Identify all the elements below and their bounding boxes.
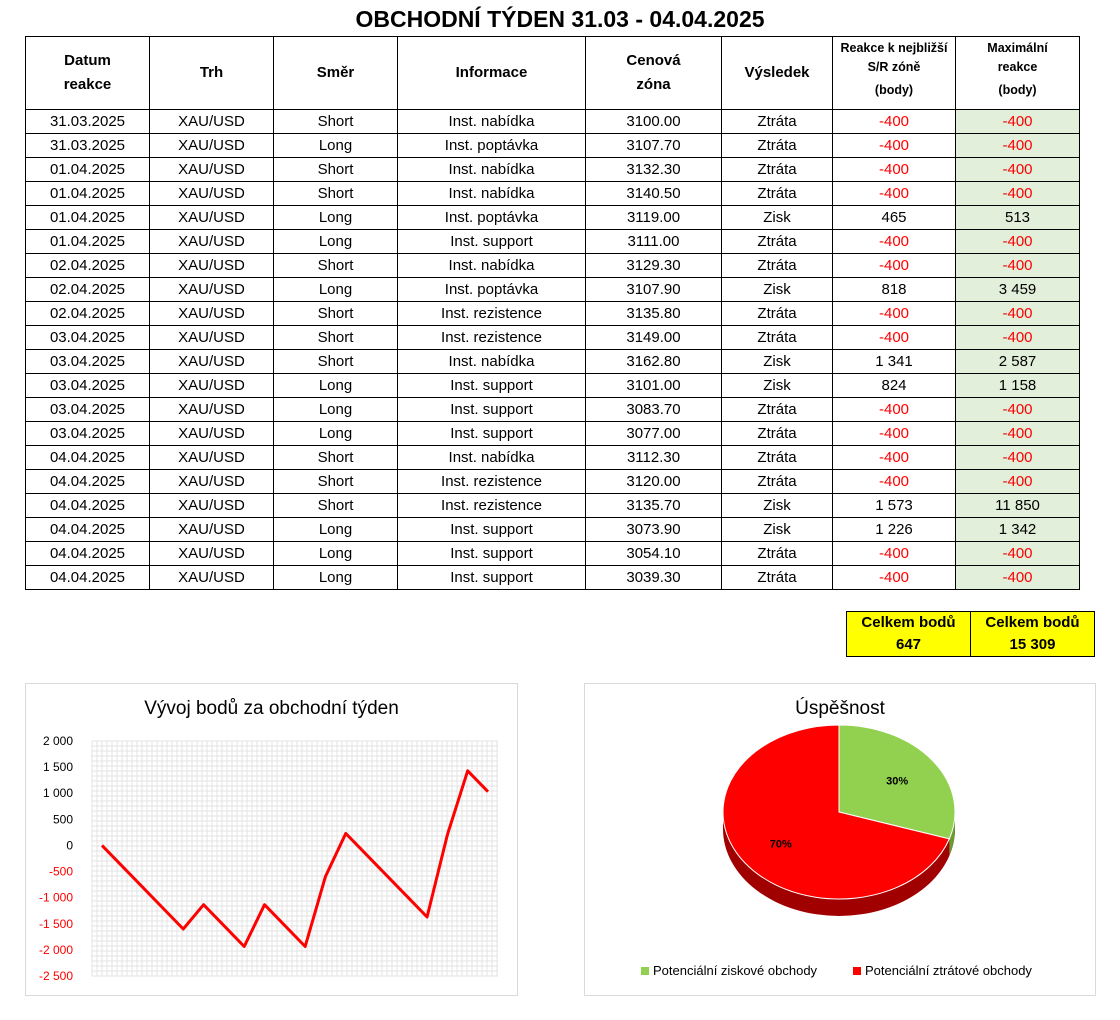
cell-reakce: -400 (833, 422, 956, 446)
cell-reakce: -400 (833, 566, 956, 590)
cell-smer: Long (274, 398, 398, 422)
cell-datum: 31.03.2025 (26, 134, 150, 158)
cell-smer: Long (274, 374, 398, 398)
cell-max-reakce: 1 342 (956, 518, 1080, 542)
table-row (26, 542, 1080, 566)
y-tick-label: 0 (66, 838, 73, 853)
cell-trh: XAU/USD (150, 518, 274, 542)
cell-max-reakce: -400 (956, 110, 1080, 134)
cell-informace: Inst. rezistence (398, 494, 586, 518)
line-chart-title: Vývoj bodů za obchodní týden (144, 698, 399, 719)
y-tick-label: -500 (48, 864, 73, 879)
header-reakce: Reakce k nejbližší S/R zóně (body) (833, 37, 956, 110)
cell-smer: Long (274, 542, 398, 566)
total-reakce-label: Celkem bodů (861, 614, 956, 631)
header-maximalni-reakce: Maximální reakce (body) (956, 37, 1080, 110)
series-line (102, 771, 488, 947)
cell-max-reakce: 3 459 (956, 278, 1080, 302)
cell-vysledek: Ztráta (722, 542, 833, 566)
cell-max-reakce: -400 (956, 326, 1080, 350)
cell-trh: XAU/USD (150, 326, 274, 350)
cell-informace: Inst. rezistence (398, 302, 586, 326)
cell-trh: XAU/USD (150, 398, 274, 422)
table-row (26, 230, 1080, 254)
cell-vysledek: Zisk (722, 518, 833, 542)
cell-vysledek: Ztráta (722, 302, 833, 326)
pie-chart-title: Úspěšnost (795, 698, 885, 719)
cell-cenova-zona: 3111.00 (586, 230, 722, 254)
cell-datum: 03.04.2025 (26, 374, 150, 398)
cell-smer: Short (274, 158, 398, 182)
cell-reakce: -400 (833, 158, 956, 182)
cell-trh: XAU/USD (150, 446, 274, 470)
table-row (26, 278, 1080, 302)
header-trh: Trh (150, 37, 274, 110)
cell-vysledek: Ztráta (722, 470, 833, 494)
cell-datum: 31.03.2025 (26, 110, 150, 134)
table-row (26, 158, 1080, 182)
cell-smer: Long (274, 566, 398, 590)
cell-max-reakce: -400 (956, 158, 1080, 182)
cell-trh: XAU/USD (150, 134, 274, 158)
cell-informace: Inst. support (398, 566, 586, 590)
legend-swatch-profit (641, 967, 649, 975)
cell-reakce: 1 226 (833, 518, 956, 542)
cell-smer: Short (274, 494, 398, 518)
y-tick-label: 2 000 (42, 734, 73, 748)
cell-vysledek: Zisk (722, 278, 833, 302)
cell-cenova-zona: 3112.30 (586, 446, 722, 470)
cell-reakce: -400 (833, 182, 956, 206)
line-chart-svg (26, 684, 517, 995)
cell-trh: XAU/USD (150, 110, 274, 134)
cell-informace: Inst. nabídka (398, 182, 586, 206)
cell-reakce: -400 (833, 254, 956, 278)
cell-max-reakce: 1 158 (956, 374, 1080, 398)
cell-trh: XAU/USD (150, 374, 274, 398)
cell-informace: Inst. support (398, 422, 586, 446)
header-vysledek: Výsledek (722, 37, 833, 110)
cell-informace: Inst. support (398, 374, 586, 398)
table-row (26, 374, 1080, 398)
table-row (26, 254, 1080, 278)
cell-informace: Inst. nabídka (398, 446, 586, 470)
cell-cenova-zona: 3107.90 (586, 278, 722, 302)
table-row (26, 182, 1080, 206)
cell-informace: Inst. nabídka (398, 254, 586, 278)
cell-cenova-zona: 3129.30 (586, 254, 722, 278)
table-row (26, 110, 1080, 134)
cell-reakce: -400 (833, 134, 956, 158)
table-row (26, 566, 1080, 590)
cell-datum: 03.04.2025 (26, 398, 150, 422)
pie-chart-svg (585, 684, 1095, 995)
line-chart (25, 683, 518, 996)
cell-informace: Inst. rezistence (398, 326, 586, 350)
cell-smer: Short (274, 446, 398, 470)
cell-vysledek: Zisk (722, 350, 833, 374)
cell-cenova-zona: 3162.80 (586, 350, 722, 374)
legend-swatch-loss (853, 967, 861, 975)
cell-vysledek: Ztráta (722, 230, 833, 254)
page-title: OBCHODNÍ TÝDEN 31.03 - 04.04.2025 (355, 6, 765, 32)
cell-vysledek: Zisk (722, 374, 833, 398)
cell-datum: 03.04.2025 (26, 422, 150, 446)
cell-datum: 02.04.2025 (26, 302, 150, 326)
cell-datum: 02.04.2025 (26, 278, 150, 302)
cell-reakce: 465 (833, 206, 956, 230)
cell-max-reakce: -400 (956, 254, 1080, 278)
cell-smer: Long (274, 206, 398, 230)
cell-vysledek: Ztráta (722, 326, 833, 350)
cell-informace: Inst. rezistence (398, 470, 586, 494)
cell-trh: XAU/USD (150, 302, 274, 326)
cell-vysledek: Ztráta (722, 134, 833, 158)
cell-cenova-zona: 3132.30 (586, 158, 722, 182)
cell-vysledek: Ztráta (722, 566, 833, 590)
table-row (26, 206, 1080, 230)
header-smer: Směr (274, 37, 398, 110)
cell-max-reakce: -400 (956, 230, 1080, 254)
cell-trh: XAU/USD (150, 254, 274, 278)
total-reakce-cell (847, 612, 971, 657)
pie-label-profit: 30% (886, 775, 909, 788)
y-tick-label: -1 500 (38, 916, 73, 931)
cell-cenova-zona: 3135.70 (586, 494, 722, 518)
total-max-cell (971, 612, 1095, 657)
cell-smer: Long (274, 422, 398, 446)
cell-reakce: -400 (833, 302, 956, 326)
table-row (26, 518, 1080, 542)
cell-cenova-zona: 3100.00 (586, 110, 722, 134)
cell-vysledek: Zisk (722, 494, 833, 518)
cell-smer: Short (274, 254, 398, 278)
cell-max-reakce: -400 (956, 302, 1080, 326)
header-informace: Informace (398, 37, 586, 110)
cell-smer: Short (274, 182, 398, 206)
cell-cenova-zona: 3101.00 (586, 374, 722, 398)
cell-reakce: -400 (833, 230, 956, 254)
cell-trh: XAU/USD (150, 230, 274, 254)
cell-informace: Inst. support (398, 398, 586, 422)
cell-reakce: -400 (833, 326, 956, 350)
cell-reakce: -400 (833, 542, 956, 566)
cell-datum: 02.04.2025 (26, 254, 150, 278)
cell-trh: XAU/USD (150, 422, 274, 446)
cell-informace: Inst. poptávka (398, 278, 586, 302)
table-row (26, 446, 1080, 470)
header-datum: Datum reakce (26, 37, 150, 110)
cell-vysledek: Ztráta (722, 446, 833, 470)
cell-datum: 04.04.2025 (26, 566, 150, 590)
cell-smer: Short (274, 350, 398, 374)
cell-vysledek: Ztráta (722, 254, 833, 278)
y-tick-label: 1 500 (42, 760, 73, 775)
cell-informace: Inst. poptávka (398, 134, 586, 158)
cell-trh: XAU/USD (150, 494, 274, 518)
cell-trh: XAU/USD (150, 566, 274, 590)
table-row (26, 302, 1080, 326)
cell-cenova-zona: 3039.30 (586, 566, 722, 590)
cell-informace: Inst. nabídka (398, 350, 586, 374)
cell-smer: Short (274, 470, 398, 494)
table-row (26, 326, 1080, 350)
cell-vysledek: Ztráta (722, 110, 833, 134)
cell-trh: XAU/USD (150, 158, 274, 182)
cell-datum: 03.04.2025 (26, 350, 150, 374)
cell-smer: Short (274, 302, 398, 326)
cell-max-reakce: 2 587 (956, 350, 1080, 374)
cell-max-reakce: 11 850 (956, 494, 1080, 518)
cell-cenova-zona: 3083.70 (586, 398, 722, 422)
cell-cenova-zona: 3077.00 (586, 422, 722, 446)
table-row (26, 134, 1080, 158)
cell-smer: Long (274, 230, 398, 254)
cell-reakce: -400 (833, 446, 956, 470)
cell-cenova-zona: 3073.90 (586, 518, 722, 542)
table-row (26, 398, 1080, 422)
cell-datum: 01.04.2025 (26, 182, 150, 206)
y-tick-label: -2 500 (38, 969, 73, 983)
cell-datum: 01.04.2025 (26, 158, 150, 182)
y-tick-label: -2 000 (38, 942, 73, 957)
cell-informace: Inst. support (398, 230, 586, 254)
trades-table (25, 36, 1080, 590)
cell-smer: Long (274, 278, 398, 302)
cell-trh: XAU/USD (150, 206, 274, 230)
cell-cenova-zona: 3107.70 (586, 134, 722, 158)
cell-reakce: 824 (833, 374, 956, 398)
table-row (26, 350, 1080, 374)
cell-informace: Inst. nabídka (398, 110, 586, 134)
cell-max-reakce: -400 (956, 422, 1080, 446)
header-cenova-zona: Cenová zóna (586, 37, 722, 110)
cell-datum: 03.04.2025 (26, 326, 150, 350)
cell-trh: XAU/USD (150, 350, 274, 374)
cell-informace: Inst. support (398, 518, 586, 542)
cell-informace: Inst. support (398, 542, 586, 566)
cell-datum: 04.04.2025 (26, 470, 150, 494)
cell-max-reakce: -400 (956, 446, 1080, 470)
cell-datum: 04.04.2025 (26, 518, 150, 542)
cell-datum: 01.04.2025 (26, 230, 150, 254)
cell-cenova-zona: 3149.00 (586, 326, 722, 350)
table-row (26, 494, 1080, 518)
y-tick-label: -1 000 (38, 890, 73, 905)
cell-max-reakce: -400 (956, 134, 1080, 158)
cell-smer: Long (274, 134, 398, 158)
cell-smer: Short (274, 326, 398, 350)
cell-datum: 04.04.2025 (26, 446, 150, 470)
cell-max-reakce: -400 (956, 398, 1080, 422)
cell-vysledek: Zisk (722, 206, 833, 230)
cell-reakce: -400 (833, 110, 956, 134)
total-max-value: 15 309 (1009, 636, 1056, 653)
pie-label-loss: 70% (769, 838, 792, 851)
legend-item-loss: Potenciální ztrátové obchody (853, 963, 1032, 978)
cell-reakce: -400 (833, 470, 956, 494)
cell-max-reakce: 513 (956, 206, 1080, 230)
total-reakce-value: 647 (895, 636, 922, 653)
cell-cenova-zona: 3119.00 (586, 206, 722, 230)
cell-cenova-zona: 3140.50 (586, 182, 722, 206)
total-max-label: Celkem bodů (985, 614, 1080, 631)
cell-reakce: -400 (833, 398, 956, 422)
cell-max-reakce: -400 (956, 542, 1080, 566)
cell-trh: XAU/USD (150, 542, 274, 566)
table-row (26, 422, 1080, 446)
cell-reakce: 1 573 (833, 494, 956, 518)
cell-informace: Inst. poptávka (398, 206, 586, 230)
cell-max-reakce: -400 (956, 566, 1080, 590)
cell-datum: 01.04.2025 (26, 206, 150, 230)
cell-reakce: 818 (833, 278, 956, 302)
cell-vysledek: Ztráta (722, 158, 833, 182)
cell-trh: XAU/USD (150, 278, 274, 302)
table-row (26, 470, 1080, 494)
cell-trh: XAU/USD (150, 470, 274, 494)
table-header-row (26, 37, 1080, 110)
legend-item-profit: Potenciální ziskové obchody (641, 963, 817, 978)
cell-max-reakce: -400 (956, 182, 1080, 206)
cell-informace: Inst. nabídka (398, 158, 586, 182)
cell-cenova-zona: 3054.10 (586, 542, 722, 566)
cell-trh: XAU/USD (150, 182, 274, 206)
cell-max-reakce: -400 (956, 470, 1080, 494)
cell-datum: 04.04.2025 (26, 542, 150, 566)
y-tick-label: 1 000 (42, 786, 73, 801)
cell-vysledek: Ztráta (722, 182, 833, 206)
y-tick-label: 500 (52, 812, 73, 827)
cell-cenova-zona: 3135.80 (586, 302, 722, 326)
cell-vysledek: Ztráta (722, 422, 833, 446)
pie-chart (584, 683, 1096, 996)
plot-grid (92, 741, 498, 976)
totals-table (846, 611, 1095, 657)
cell-smer: Short (274, 110, 398, 134)
pie-legend (611, 958, 1067, 982)
cell-reakce: 1 341 (833, 350, 956, 374)
cell-smer: Long (274, 518, 398, 542)
cell-cenova-zona: 3120.00 (586, 470, 722, 494)
cell-vysledek: Ztráta (722, 398, 833, 422)
cell-datum: 04.04.2025 (26, 494, 150, 518)
